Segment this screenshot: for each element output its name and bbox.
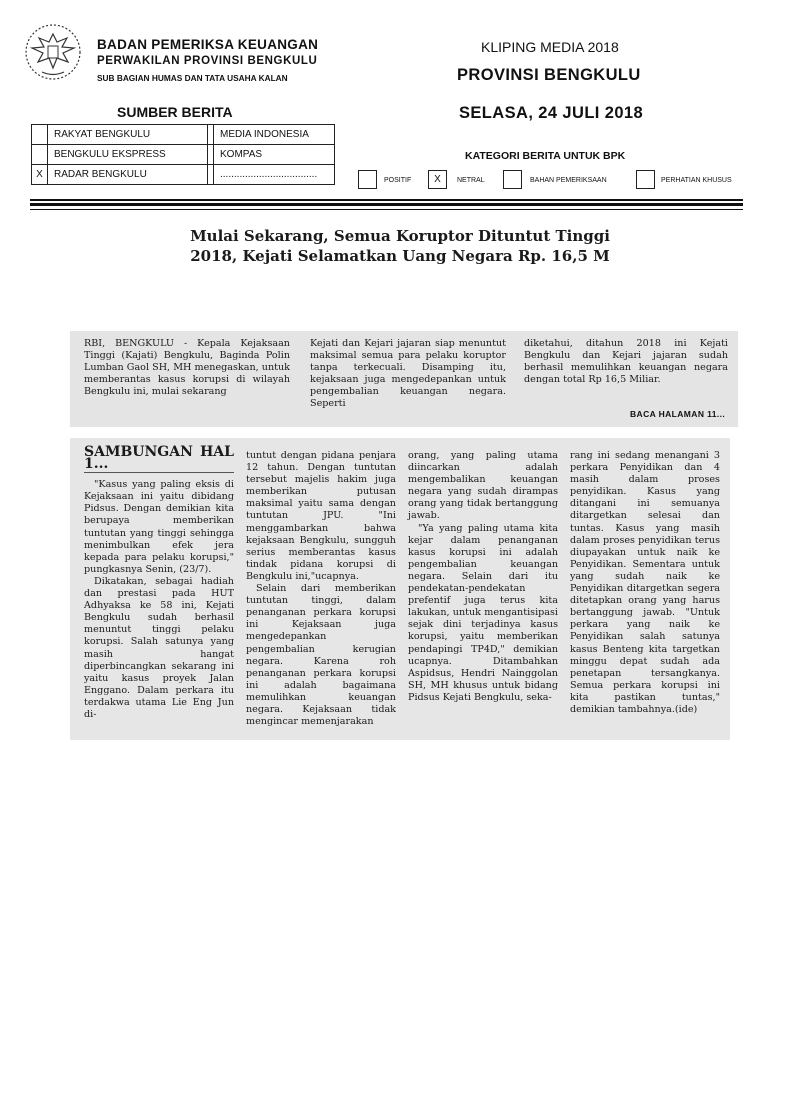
article-column <box>246 450 396 728</box>
paragraph: diketahui, ditahun 2018 ini Kejati Bengkulu dan Kejari jajaran sudah berhasil memulihkan keuangan negara dengan total Rp 16,5 Miliar. <box>524 338 728 386</box>
paragraph: rang ini sedang menangani 3 perkara Penyidikan dan 4 masih dalam proses penyidikan. Kasus yang ditangani ini semuanya ditargetkan selesai dan tuntas. Kasus yang masih dalam proses penyidikan terus diupayakan untuk naik ke Penyidikan. Sementara untuk yang sudah naik ke Penyidikan ditargetkan segera ditetapkan orang yang harus bertanggung jawab. "Untuk perkara yang naik ke Penyidikan salah satunya kasus Benteng kita targetkan minggu depat sudah ada penetapan tersangkanya. Semua perkara korupsi ini kita pastikan tuntas," demikian tambahnya.(ide) <box>570 450 720 715</box>
org-subdivision: SUB BAGIAN HUMAS DAN TATA USAHA KALAN <box>97 73 288 83</box>
source-name: BENGKULU EKSPRESS <box>48 145 208 165</box>
intro-clipping <box>70 331 738 427</box>
category-checkbox-netral[interactable]: X <box>428 170 447 189</box>
divider <box>30 203 743 206</box>
source-name: ................................... <box>214 165 335 185</box>
source-row <box>32 145 335 165</box>
category-label: POSITIF <box>384 177 412 184</box>
date-label: SELASA, 24 JULI 2018 <box>459 104 644 122</box>
divider <box>30 199 743 201</box>
source-row <box>32 125 335 145</box>
paragraph: Kejati dan Kejari jajaran siap menuntut maksimal semua para pelaku koruptor tanpa terkecuali. Disamping itu, kejaksaan juga mengedepankan untuk pengembalian keuangan negara. Seperti <box>310 338 506 410</box>
category-label: PERHATIAN KHUSUS <box>661 177 732 184</box>
intro-column <box>524 338 728 386</box>
intro-column <box>310 338 506 411</box>
source-title: SUMBER BERITA <box>117 104 233 120</box>
source-table <box>31 124 335 185</box>
paragraph: "Ya yang paling utama kita kejar dalam penanganan kasus korupsi ini adalah pengembalian keuangan negara. Selain dari itu pendekatan-pendekatan prefentif juga terus kita lakukan, untuk mengantisipasi sejak dini terjadinya kasus korupsi, yaitu memberikan pendapingi TP4D," demikian ucapnya. Ditambahkan Aspidsus, Hendri Nainggolan SH, MH khusus untuk bidang Pidsus Kejati Bengkulu, seka- <box>408 522 558 703</box>
source-name: KOMPAS <box>214 145 335 165</box>
headline-line: 2018, Kejati Selamatkan Uang Negara Rp. 16,5 M <box>190 247 610 265</box>
category-label: NETRAL <box>457 177 485 184</box>
source-mark <box>32 145 48 165</box>
category-title: KATEGORI BERITA UNTUK BPK <box>465 150 626 162</box>
org-name: BADAN PEMERIKSA KEUANGAN <box>97 37 319 52</box>
divider <box>30 209 743 210</box>
source-name: RAKYAT BENGKULU <box>48 125 208 145</box>
source-name: MEDIA INDONESIA <box>214 125 335 145</box>
province-title: PROVINSI BENGKULU <box>457 66 641 84</box>
intro-column <box>84 338 290 398</box>
paragraph: RBI, BENGKULU - Kepala Kejaksaan Tinggi (Kajati) Bengkulu, Baginda Polin Lumban Gaol SH, MH menegaskan, untuk memberantas kasus korupsi di wilayah Bengkulu ini, mulai sekarang <box>84 338 290 398</box>
sambungan-heading: SAMBUNGAN HAL 1... <box>84 444 234 473</box>
org-branch: PERWAKILAN PROVINSI BENGKULU <box>97 55 318 67</box>
paragraph: tuntut dengan pidana penjara 12 tahun. Dengan tuntutan tersebut majelis hakim juga memberikan putusan maksimal yaitu sama dengan tuntutan JPU. "Ini menggambarkan bahwa kejaksaan Bengkulu, sungguh serius memberantas kasus tindak pidana korupsi di Bengkulu ini,"ucapnya. <box>246 450 396 582</box>
article-column <box>84 446 234 721</box>
article-column <box>570 450 720 716</box>
kliping-title: KLIPING MEDIA 2018 <box>481 39 619 55</box>
paragraph: Selain dari memberikan tuntutan tinggi, dalam penanganan perkara korupsi ini Kejaksaan juga mengedepankan pengembalian kerugian negara. Karena roh penanganan perkara korupsi ini adalah bagaimana memulihkan keuangan negara. Kejaksaan tidak mengincar memenjarakan <box>246 583 396 728</box>
category-checkbox-perhatian[interactable] <box>636 170 655 189</box>
paragraph: orang, yang paling utama diincarkan adalah mengembalikan keuangan negara yang sudah dirampas orang yang tidak bertanggung jawab. <box>408 450 558 522</box>
paragraph: "Kasus yang paling eksis di Kejaksaan ini yaitu dibidang Pidsus. Dengan demikian kita berupaya memberikan tuntutan yang tinggi sehingga menimbulkan efek jera kepada para pelaku korupsi," pungkasnya Senin, (23/7). <box>84 479 234 575</box>
source-mark: X <box>32 165 48 185</box>
source-row <box>32 165 335 185</box>
source-name: RADAR BENGKULU <box>48 165 208 185</box>
category-label: BAHAN PEMERIKSAAN <box>530 177 607 184</box>
continuation-clipping <box>70 438 730 740</box>
paragraph: Dikatakan, sebagai hadiah dan prestasi pada HUT Adhyaksa ke 58 ini, Kejati Bengkulu sudah berhasil menuntut tinggi pelaku korupsi. Salah satunya yang masih hangat diperbincangkan sekarang ini yaitu kasus proyek Jalan Enggano. Dalam perkara itu terdakwa utama Lie Eng Jun di- <box>84 575 234 720</box>
article-column <box>408 450 558 704</box>
continue-reading-label: BACA HALAMAN 11... <box>630 409 726 419</box>
article-headline <box>100 226 700 266</box>
headline-line: Mulai Sekarang, Semua Koruptor Dituntut Tinggi <box>190 227 610 245</box>
garuda-emblem-icon <box>20 22 86 82</box>
category-checkbox-positif[interactable] <box>358 170 377 189</box>
category-checkbox-bahan[interactable] <box>503 170 522 189</box>
source-mark <box>32 125 48 145</box>
